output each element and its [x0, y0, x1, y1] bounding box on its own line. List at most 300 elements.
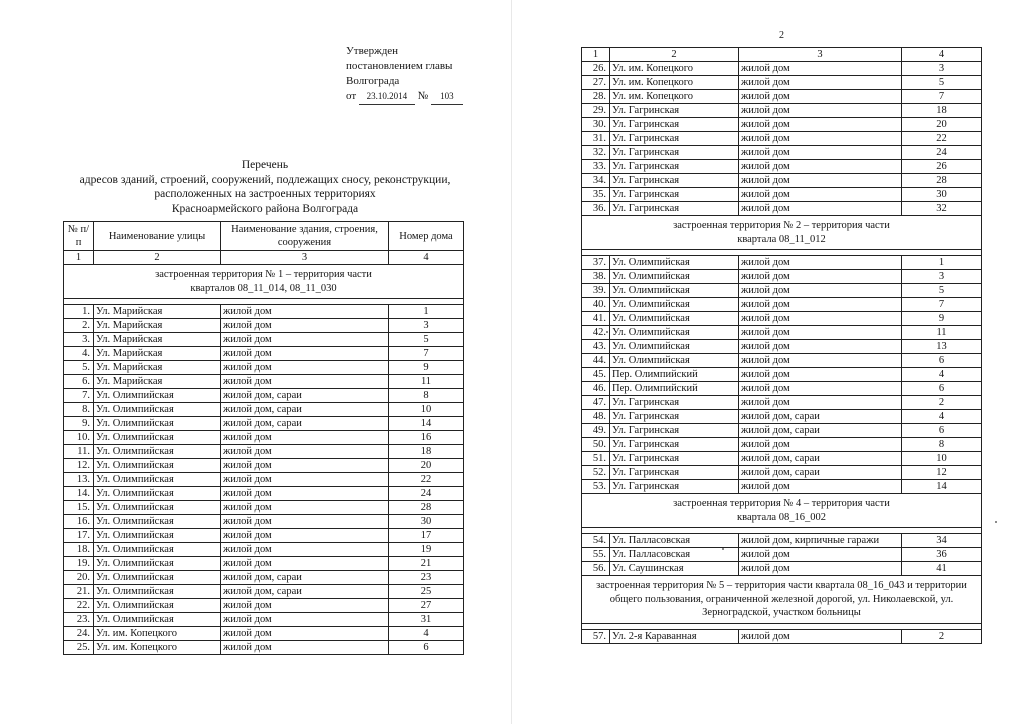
building-type: жилой дом	[221, 375, 389, 389]
street-name: Ул. им. Копецкого	[610, 62, 739, 76]
row-number: 51.	[582, 452, 610, 466]
row-number: 13.	[64, 473, 94, 487]
header-building: Наименование здания, строения, сооружения	[221, 222, 389, 251]
street-name: Ул. Марийская	[94, 305, 221, 319]
house-number: 1	[389, 305, 464, 319]
street-name: Ул. Марийская	[94, 347, 221, 361]
building-type: жилой дом	[739, 174, 902, 188]
table-row	[582, 270, 982, 284]
title-line-4: Красноармейского района Волгограда	[171, 202, 359, 215]
row-number: 43.	[582, 340, 610, 354]
approval-date-line	[346, 89, 486, 105]
house-number: 22	[902, 132, 982, 146]
row-number: 47.	[582, 396, 610, 410]
house-number: 4	[902, 410, 982, 424]
street-name: Ул. Олимпийская	[610, 270, 739, 284]
house-number: 36	[902, 548, 982, 562]
row-number: 15.	[64, 501, 94, 515]
table-row	[582, 534, 982, 548]
row-number: 42.	[582, 326, 610, 340]
street-name: Ул. Олимпийская	[610, 326, 739, 340]
row-number: 39.	[582, 284, 610, 298]
street-name: Ул. 2-я Караванная	[610, 629, 739, 643]
street-name: Ул. Гагринская	[610, 146, 739, 160]
house-number: 13	[902, 340, 982, 354]
building-type: жилой дом	[739, 354, 902, 368]
section-row	[582, 494, 982, 528]
house-number: 17	[389, 529, 464, 543]
street-name: Ул. Олимпийская	[94, 501, 221, 515]
row-number: 54.	[582, 534, 610, 548]
street-name: Ул. Олимпийская	[94, 473, 221, 487]
row-number: 40.	[582, 298, 610, 312]
column-number: 4	[389, 251, 464, 265]
house-number: 32	[902, 202, 982, 216]
table-row	[582, 438, 982, 452]
building-type: жилой дом, сараи	[221, 389, 389, 403]
row-number: 41.	[582, 312, 610, 326]
table-row	[582, 562, 982, 576]
approval-line-2: постановлением главы	[346, 60, 453, 72]
street-name: Ул. Олимпийская	[610, 284, 739, 298]
street-name: Ул. Олимпийская	[94, 487, 221, 501]
row-number: 11.	[64, 445, 94, 459]
house-number: 21	[389, 557, 464, 571]
street-name: Пер. Олимпийский	[610, 368, 739, 382]
column-number: 2	[94, 251, 221, 265]
header-house: Номер дома	[389, 222, 464, 251]
house-number: 7	[902, 90, 982, 104]
section-title: застроенная территория № 1 – территория части кварталов 08_11_014, 08_11_030	[64, 265, 464, 299]
street-name: Ул. Гагринская	[610, 396, 739, 410]
house-number: 3	[902, 270, 982, 284]
row-number: 9.	[64, 417, 94, 431]
column-number: 3	[739, 48, 902, 62]
building-type: жилой дом	[739, 340, 902, 354]
house-number: 6	[902, 382, 982, 396]
street-name: Ул. Гагринская	[610, 104, 739, 118]
row-number: 34.	[582, 174, 610, 188]
approval-line-1: Утвержден	[346, 45, 399, 57]
building-type: жилой дом	[739, 188, 902, 202]
table-row	[64, 627, 464, 641]
table-row	[582, 452, 982, 466]
section-row	[64, 265, 464, 299]
building-type: жилой дом, сараи	[739, 452, 902, 466]
house-number: 2	[902, 629, 982, 643]
building-type: жилой дом	[739, 480, 902, 494]
house-number: 12	[902, 466, 982, 480]
table-row	[582, 104, 982, 118]
house-number: 25	[389, 585, 464, 599]
table-row	[64, 613, 464, 627]
building-type: жилой дом	[221, 613, 389, 627]
table-row	[582, 480, 982, 494]
row-number: 35.	[582, 188, 610, 202]
street-name: Ул. Гагринская	[610, 424, 739, 438]
house-number: 28	[902, 174, 982, 188]
table-row	[64, 543, 464, 557]
building-type: жилой дом	[221, 473, 389, 487]
building-type: жилой дом	[221, 361, 389, 375]
house-number: 11	[902, 326, 982, 340]
street-name: Ул. Марийская	[94, 361, 221, 375]
house-number: 4	[902, 368, 982, 382]
table-row	[582, 146, 982, 160]
street-name: Ул. Марийская	[94, 333, 221, 347]
title-line-2: адресов зданий, строений, сооружений, подлежащих сносу, реконструкции,	[79, 173, 451, 186]
building-type: жилой дом	[739, 562, 902, 576]
house-number: 5	[902, 76, 982, 90]
table-body-left	[64, 305, 464, 655]
street-name: Ул. Гагринская	[610, 188, 739, 202]
table-row	[582, 382, 982, 396]
street-name: Ул. им. Копецкого	[94, 641, 221, 655]
row-number: 44.	[582, 354, 610, 368]
row-number: 46.	[582, 382, 610, 396]
column-number: 2	[610, 48, 739, 62]
building-type: жилой дом, сараи	[221, 403, 389, 417]
scan-speck	[995, 521, 997, 523]
house-number: 27	[389, 599, 464, 613]
building-type: жилой дом	[739, 382, 902, 396]
column-number: 3	[221, 251, 389, 265]
row-number: 33.	[582, 160, 610, 174]
row-number: 53.	[582, 480, 610, 494]
table-row	[582, 368, 982, 382]
building-type: жилой дом	[221, 305, 389, 319]
scan-speck	[722, 548, 724, 550]
row-number: 22.	[64, 599, 94, 613]
building-type: жилой дом	[739, 256, 902, 270]
street-name: Ул. Олимпийская	[610, 354, 739, 368]
house-number: 6	[902, 424, 982, 438]
street-name: Ул. Гагринская	[610, 410, 739, 424]
table-body-right-4	[582, 629, 982, 643]
house-number: 5	[902, 284, 982, 298]
house-number: 7	[902, 298, 982, 312]
table-row	[582, 76, 982, 90]
street-name: Ул. Гагринская	[610, 452, 739, 466]
building-type: жилой дом	[221, 557, 389, 571]
row-number: 26.	[582, 62, 610, 76]
building-type: жилой дом	[739, 132, 902, 146]
table-row	[582, 188, 982, 202]
street-name: Ул. Олимпийская	[94, 599, 221, 613]
building-type: жилой дом	[221, 333, 389, 347]
house-number: 8	[389, 389, 464, 403]
document-title	[60, 158, 470, 216]
street-name: Ул. им. Копецкого	[94, 627, 221, 641]
house-number: 7	[389, 347, 464, 361]
table-body-right-1	[582, 62, 982, 216]
row-number: 32.	[582, 146, 610, 160]
building-type: жилой дом	[221, 487, 389, 501]
row-number: 50.	[582, 438, 610, 452]
section-row	[582, 216, 982, 250]
page-number: 2	[779, 30, 784, 41]
building-type: жилой дом	[739, 312, 902, 326]
number-label: №	[417, 90, 429, 102]
house-number: 28	[389, 501, 464, 515]
house-number: 14	[389, 417, 464, 431]
house-number: 41	[902, 562, 982, 576]
house-number: 24	[389, 487, 464, 501]
street-name: Ул. Олимпийская	[94, 557, 221, 571]
table-row	[582, 62, 982, 76]
street-name: Ул. Гагринская	[610, 132, 739, 146]
street-name: Ул. Олимпийская	[610, 298, 739, 312]
building-type: жилой дом, сараи	[221, 417, 389, 431]
title-line-3: расположенных на застроенных территориях	[154, 188, 376, 200]
column-number: 1	[582, 48, 610, 62]
header-number: № п/п	[64, 222, 94, 251]
row-number: 19.	[64, 557, 94, 571]
building-type: жилой дом	[739, 202, 902, 216]
building-type: жилой дом	[221, 641, 389, 655]
house-number: 11	[389, 375, 464, 389]
title-line-1: Перечень	[241, 159, 289, 171]
building-type: жилой дом, сараи	[221, 571, 389, 585]
house-number: 3	[902, 62, 982, 76]
house-number: 2	[902, 396, 982, 410]
building-type: жилой дом	[739, 118, 902, 132]
house-number: 31	[389, 613, 464, 627]
table-row	[64, 599, 464, 613]
row-number: 8.	[64, 403, 94, 417]
approval-stamp	[346, 44, 486, 105]
row-number: 52.	[582, 466, 610, 480]
table-row	[64, 347, 464, 361]
row-number: 4.	[64, 347, 94, 361]
street-name: Ул. Марийская	[94, 375, 221, 389]
table-row	[64, 501, 464, 515]
table-row	[64, 641, 464, 655]
building-type: жилой дом	[739, 326, 902, 340]
house-number: 34	[902, 534, 982, 548]
table-row	[64, 305, 464, 319]
row-number: 18.	[64, 543, 94, 557]
table-body-right-2	[582, 256, 982, 494]
street-name: Ул. Гагринская	[610, 174, 739, 188]
building-type: жилой дом	[221, 319, 389, 333]
house-number: 9	[389, 361, 464, 375]
house-number: 16	[389, 431, 464, 445]
building-type: жилой дом	[739, 548, 902, 562]
street-name: Ул. Олимпийская	[94, 403, 221, 417]
street-name: Ул. Олимпийская	[94, 571, 221, 585]
handwritten-date: 23.10.2014	[359, 89, 415, 105]
street-name: Ул. Саушинская	[610, 562, 739, 576]
column-number: 4	[902, 48, 982, 62]
building-type: жилой дом	[221, 347, 389, 361]
table-row	[64, 473, 464, 487]
street-name: Ул. Олимпийская	[94, 613, 221, 627]
table-row	[64, 487, 464, 501]
house-number: 6	[902, 354, 982, 368]
table-row	[582, 284, 982, 298]
building-type: жилой дом, сараи	[739, 410, 902, 424]
building-type: жилой дом	[221, 529, 389, 543]
street-name: Ул. Гагринская	[610, 202, 739, 216]
table-row	[582, 396, 982, 410]
header-street: Наименование улицы	[94, 222, 221, 251]
street-name: Ул. Гагринская	[610, 118, 739, 132]
street-name: Ул. Олимпийская	[94, 389, 221, 403]
building-type: жилой дом, кирпичные гаражи	[739, 534, 902, 548]
house-number: 6	[389, 641, 464, 655]
house-number: 4	[389, 627, 464, 641]
house-number: 18	[389, 445, 464, 459]
row-number: 5.	[64, 361, 94, 375]
table-row	[582, 118, 982, 132]
house-number: 24	[902, 146, 982, 160]
row-number: 1.	[64, 305, 94, 319]
table-row	[582, 340, 982, 354]
building-type: жилой дом	[739, 284, 902, 298]
house-number: 1	[902, 256, 982, 270]
table-row	[582, 160, 982, 174]
street-name: Ул. Гагринская	[610, 480, 739, 494]
building-type: жилой дом	[739, 90, 902, 104]
street-name: Ул. Олимпийская	[610, 256, 739, 270]
street-name: Ул. Олимпийская	[94, 431, 221, 445]
table-row	[64, 459, 464, 473]
table-row	[582, 548, 982, 562]
building-type: жилой дом	[221, 459, 389, 473]
street-name: Ул. Палласовская	[610, 548, 739, 562]
house-number: 26	[902, 160, 982, 174]
table-row	[64, 403, 464, 417]
house-number: 18	[902, 104, 982, 118]
table-body-right-3	[582, 534, 982, 576]
house-number: 20	[389, 459, 464, 473]
building-type: жилой дом	[221, 599, 389, 613]
section-title: застроенная территория № 5 – территория части квартала 08_16_043 и территории общего пользования, ограниченной железной дорогой, ул. Николаевской, ул. Зерноградской, участком больницы	[582, 576, 982, 624]
row-number: 49.	[582, 424, 610, 438]
column-number-row	[582, 48, 982, 62]
house-number: 5	[389, 333, 464, 347]
building-type: жилой дом	[221, 627, 389, 641]
house-number: 30	[902, 188, 982, 202]
house-number: 3	[389, 319, 464, 333]
house-number: 10	[902, 452, 982, 466]
street-name: Пер. Олимпийский	[610, 382, 739, 396]
house-number: 10	[389, 403, 464, 417]
house-number: 23	[389, 571, 464, 585]
table-row	[64, 515, 464, 529]
table-row	[64, 375, 464, 389]
street-name: Ул. Гагринская	[610, 466, 739, 480]
table-row	[64, 417, 464, 431]
street-name: Ул. Олимпийская	[94, 459, 221, 473]
table-row	[582, 312, 982, 326]
building-type: жилой дом	[739, 62, 902, 76]
column-number-row	[64, 251, 464, 265]
building-type: жилой дом	[221, 543, 389, 557]
row-number: 25.	[64, 641, 94, 655]
row-number: 57.	[582, 629, 610, 643]
building-type: жилой дом	[739, 160, 902, 174]
street-name: Ул. Олимпийская	[610, 340, 739, 354]
table-row	[582, 410, 982, 424]
row-number: 30.	[582, 118, 610, 132]
table-row	[582, 132, 982, 146]
table-row	[64, 529, 464, 543]
row-number: 21.	[64, 585, 94, 599]
row-number: 28.	[582, 90, 610, 104]
column-number: 1	[64, 251, 94, 265]
row-number: 6.	[64, 375, 94, 389]
table-row	[582, 326, 982, 340]
house-number: 14	[902, 480, 982, 494]
row-number: 17.	[64, 529, 94, 543]
building-type: жилой дом	[739, 368, 902, 382]
house-number: 9	[902, 312, 982, 326]
street-name: Ул. Олимпийская	[94, 585, 221, 599]
building-type: жилой дом	[739, 629, 902, 643]
table-row	[582, 466, 982, 480]
building-type: жилой дом	[739, 76, 902, 90]
row-number: 55.	[582, 548, 610, 562]
row-number: 31.	[582, 132, 610, 146]
table-row	[582, 202, 982, 216]
street-name: Ул. Олимпийская	[610, 312, 739, 326]
row-number: 29.	[582, 104, 610, 118]
section-title: застроенная территория № 2 – территория части квартала 08_11_012	[582, 216, 982, 250]
approval-line-3: Волгограда	[346, 75, 400, 87]
house-number: 19	[389, 543, 464, 557]
table-row	[582, 298, 982, 312]
building-type: жилой дом, сараи	[221, 585, 389, 599]
row-number: 7.	[64, 389, 94, 403]
building-type: жилой дом	[739, 438, 902, 452]
building-type: жилой дом	[739, 298, 902, 312]
street-name: Ул. Палласовская	[610, 534, 739, 548]
street-name: Ул. Олимпийская	[94, 417, 221, 431]
building-type: жилой дом	[221, 431, 389, 445]
table-row	[64, 319, 464, 333]
building-type: жилой дом	[739, 146, 902, 160]
row-number: 38.	[582, 270, 610, 284]
building-type: жилой дом	[221, 445, 389, 459]
street-name: Ул. Олимпийская	[94, 515, 221, 529]
row-number: 14.	[64, 487, 94, 501]
table-row	[64, 585, 464, 599]
address-table-left	[63, 221, 464, 655]
building-type: жилой дом	[221, 501, 389, 515]
street-name: Ул. Олимпийская	[94, 529, 221, 543]
table-row	[582, 256, 982, 270]
row-number: 12.	[64, 459, 94, 473]
table-row	[64, 557, 464, 571]
building-type: жилой дом	[221, 515, 389, 529]
table-row	[64, 445, 464, 459]
table-row	[64, 431, 464, 445]
table-header-row	[64, 222, 464, 251]
building-type: жилой дом	[739, 270, 902, 284]
street-name: Ул. Марийская	[94, 319, 221, 333]
table-row	[582, 354, 982, 368]
building-type: жилой дом, сараи	[739, 424, 902, 438]
table-row	[64, 571, 464, 585]
row-number: 56.	[582, 562, 610, 576]
house-number: 30	[389, 515, 464, 529]
house-number: 22	[389, 473, 464, 487]
row-number: 3.	[64, 333, 94, 347]
table-row	[64, 361, 464, 375]
row-number: 20.	[64, 571, 94, 585]
